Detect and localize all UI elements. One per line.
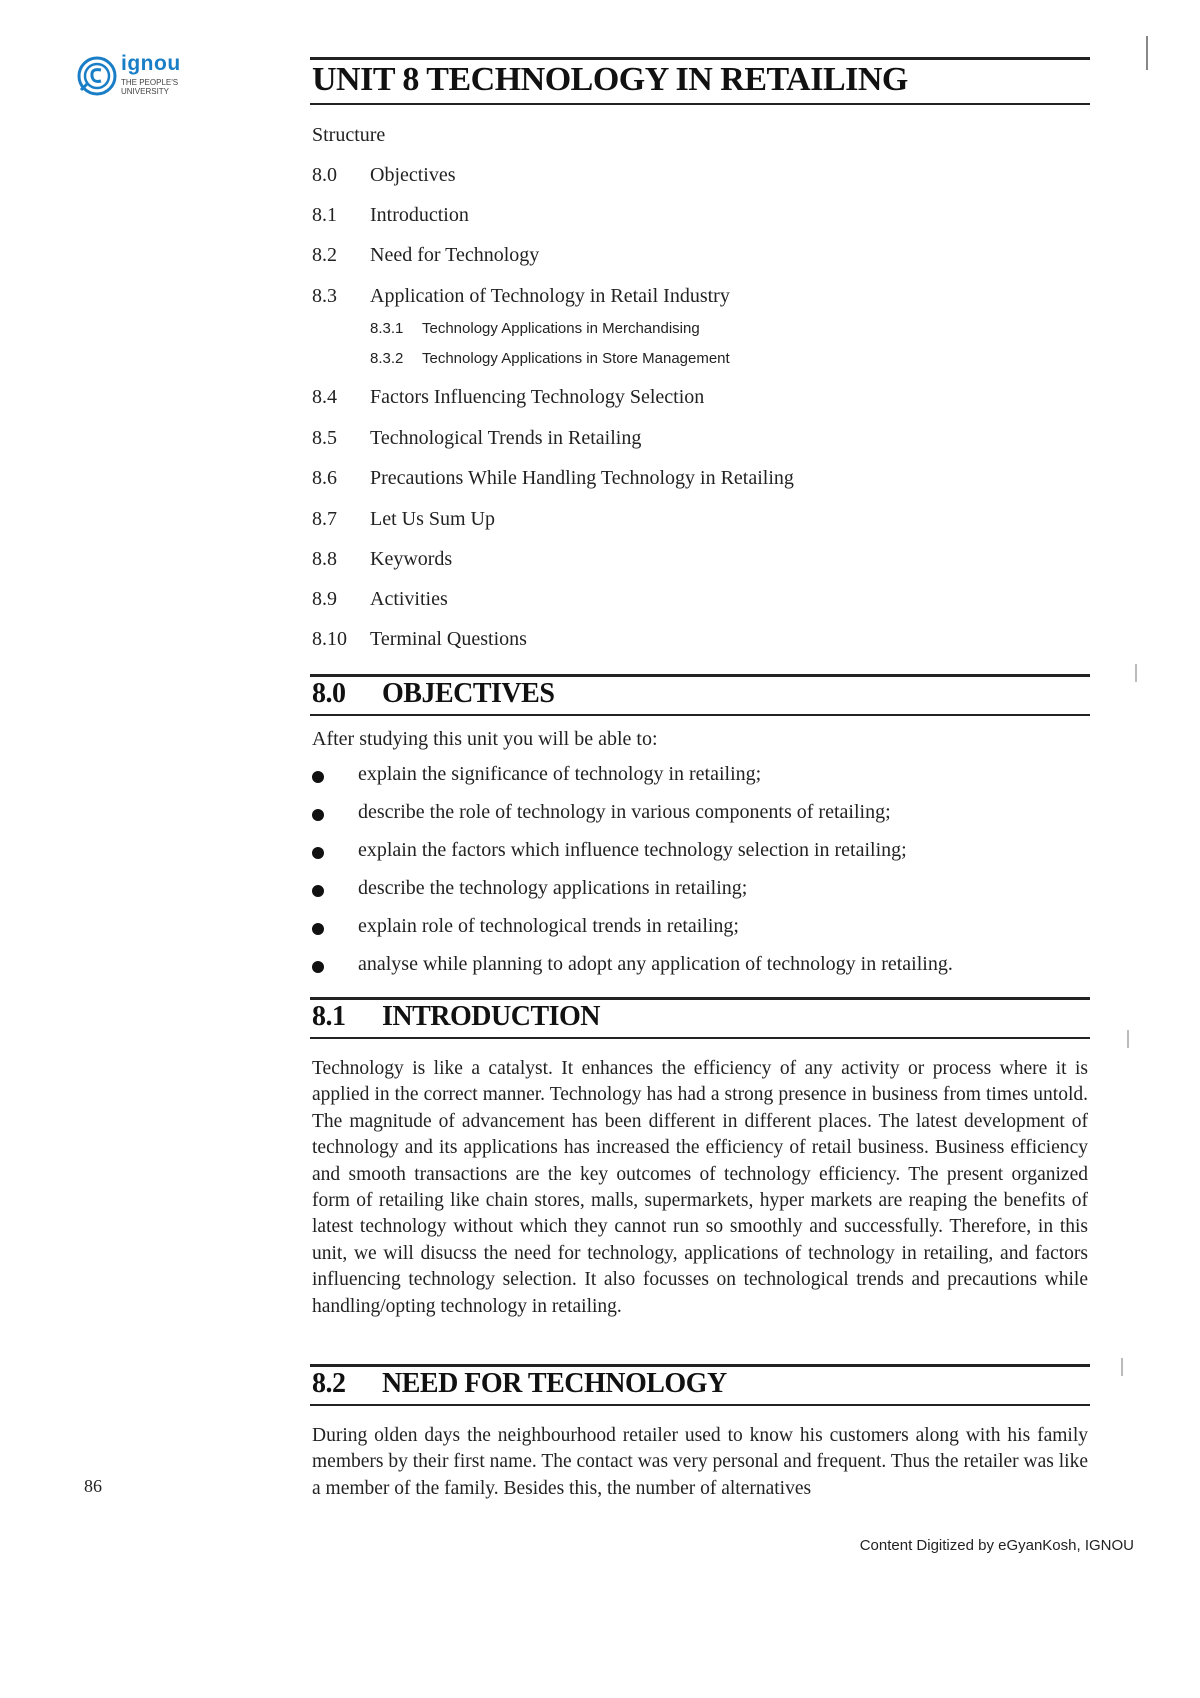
footer-credit: Content Digitized by eGyanKosh, IGNOU (859, 1537, 1134, 1554)
ignou-emblem-icon (77, 56, 117, 96)
ignou-logo (77, 52, 197, 102)
objectives-top-rule (310, 674, 1090, 677)
scan-mark (1146, 36, 1148, 70)
bullet-icon (312, 847, 324, 859)
page: ignou THE PEOPLE'S UNIVERSITY UNIT 8 TECHNOLOGY IN RETAILING Structure 8.0 Objectives 8.1 Introduction 8.2 Need for Technology 8.3 Application of Technology in Retail Industry 8.3.1 Technology Applications in Merchandising 8.3.2 Technology Applications in Store Management 8.4 Factors Influencing Technology Selection 8.5 Technological Trends in Retailing 8.6 Precautions While Handling Technology in Retailing 8.7 Let Us Sum Up 8.8 Keywords 8.9 Activities 8.10 Terminal Questions 8.0 OBJECTIVES After studying this unit you will be able to: explain the significance of technology in retailing; describe the role of technology in various components of retailing; explain the factors which influence technology selection in retailing; describe the technology applications in retailing; explain role of technological trends in retailing; analyse while planning to adopt any application of technology in retailing. 8.1 INTRODUCTION Technology is like a catalyst. It enhances the efficiency of any activity or process where it is applied in the correct manner. Technology has had a strong presence in business from times untold. The magnitude of advancement has been different in different places. The latest development of technology and its applications has increased the efficiency of retail business. Business efficiency and smooth transactions are the key outcomes of technology efficiency. The present organized form of retailing like chain stores, malls, supermarkets, hyper markets are reaping the benefits of latest technology without which they cannot run so smoothly and successfully. Therefore, in this unit, we will disucss the need for technology, applications of technology in retailing, and factors influencing technology selection. It also focusses on technological trends and precautions while handling/opting technology in retailing. 8.2 NEED FOR TECHNOLOGY During olden days the neighbourhood retailer used to know his customers along with his family members by their first name. The contact was very personal and frequent. Thus the retailer was like a member of the family. Besides this, the number of alternatives 86 Content Digitized by eGyanKosh, IGNOU (0, 0, 1200, 1698)
title-bottom-rule (310, 103, 1090, 105)
section-heading-objectives: 8.0 OBJECTIVES (312, 678, 555, 709)
need-top-rule (310, 1364, 1090, 1367)
page-number: 86 (84, 1476, 102, 1496)
bullet-icon (312, 961, 324, 973)
need-paragraph: During olden days the neighbourhood retailer used to know his customers along with his family members by their first name. The contact was very personal and frequent. Thus the retailer was like a member of the family. Besides this, the number of alternatives (312, 1425, 1088, 1499)
objectives-intro: After studying this unit you will be able to: (312, 728, 658, 750)
scan-mark (1135, 664, 1137, 682)
bullet-icon (312, 885, 324, 897)
scan-mark (1121, 1358, 1123, 1376)
structure-label: Structure (312, 124, 386, 146)
bullet-icon (312, 771, 324, 783)
title-top-rule (310, 57, 1090, 60)
bullet-icon (312, 923, 324, 935)
introduction-paragraph: Technology is like a catalyst. It enhances the efficiency of any activity or process where it is applied in the correct manner. Technology has had a strong presence in business from times untold. The magnitude of advancement has been different in different places. The latest development of technology and its applications has increased the efficiency of retail business. Business efficiency and smooth transactions are the key outcomes of technology efficiency. The present organized form of retailing like chain stores, malls, supermarkets, hyper markets are reaping the benefits of latest technology without which they cannot run so smoothly and successfully. Therefore, in this unit, we will disucss the need for technology, applications of technology in retailing, and factors influencing technology selection. It also focusses on technological trends and precautions while handling/opting technology in retailing. (312, 1058, 1088, 1317)
logo-subtitle-line1: THE PEOPLE'S (121, 78, 179, 87)
bullet-icon (312, 809, 324, 821)
objectives-bottom-rule (310, 714, 1090, 716)
unit-title: UNIT 8 TECHNOLOGY IN RETAILING (312, 61, 908, 98)
section-heading-need-for-technology: 8.2 NEED FOR TECHNOLOGY (312, 1368, 727, 1399)
logo-subtitle-line2: UNIVERSITY (121, 87, 170, 96)
need-bottom-rule (310, 1404, 1090, 1406)
logo-wordmark: ignou (121, 52, 181, 75)
introduction-top-rule (310, 997, 1090, 1000)
section-heading-introduction: 8.1 INTRODUCTION (312, 1001, 601, 1032)
scan-mark (1127, 1030, 1129, 1048)
introduction-bottom-rule (310, 1037, 1090, 1039)
